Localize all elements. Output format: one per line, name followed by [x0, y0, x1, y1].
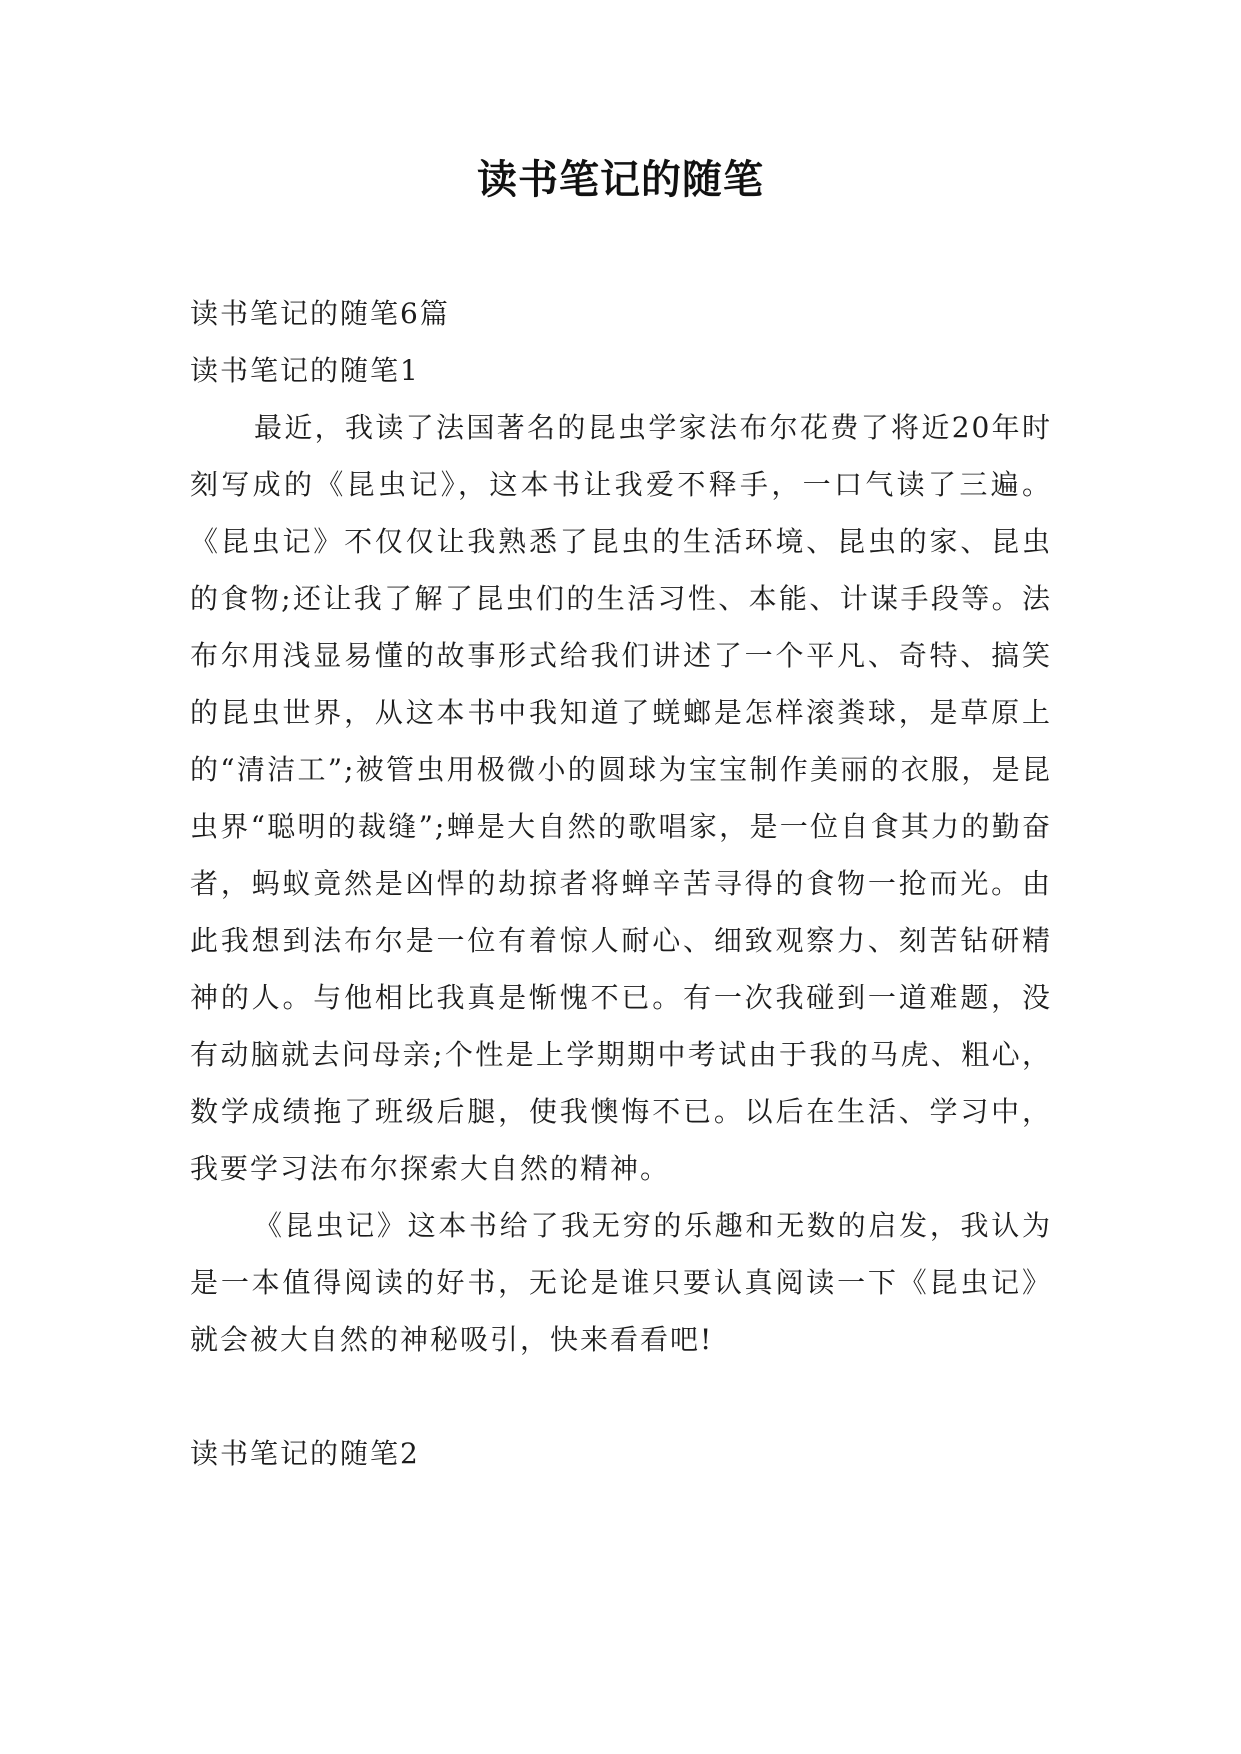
page-title: 读书笔记的随笔: [477, 156, 764, 203]
document-body: [190, 285, 1052, 1482]
document-subtitle: 读书笔记的随笔6篇: [190, 297, 450, 330]
section-1-heading: 读书笔记的随笔1: [190, 354, 420, 387]
section-2-heading: 读书笔记的随笔2: [190, 1437, 420, 1470]
section-1-paragraph-1: 最近，我读了法国著名的昆虫学家法布尔花费了将近20年时刻写成的《昆虫记》，这本书让我爱不释手，一口气读了三遍。《昆虫记》不仅仅让我熟悉了昆虫的生活环境、昆虫的家、昆虫的食物;还让我了解了昆虫们的生活习性、本能、计谋手段等。法布尔用浅显易懂的故事形式给我们讲述了一个平凡、奇特、搞笑的昆虫世界，从这本书中我知道了蜣螂是怎样滚粪球，是草原上的“清洁工”;被管虫用极微小的圆球为宝宝制作美丽的衣服，是昆虫界“聪明的裁缝”;蝉是大自然的歌唱家，是一位自食其力的勤奋者，蚂蚁竟然是凶悍的劫掠者将蝉辛苦寻得的食物一抢而光。由此我想到法布尔是一位有着惊人耐心、细致观察力、刻苦钻研精神的人。与他相比我真是惭愧不已。有一次我碰到一道难题，没有动脑就去问母亲;个性是上学期期中考试由于我的马虎、粗心，数学成绩拖了班级后腿，使我懊悔不已。以后在生活、学习中，我要学习法布尔探索大自然的精神。: [190, 411, 1052, 1185]
section-1-paragraph-2: 《昆虫记》这本书给了我无穷的乐趣和无数的启发，我认为是一本值得阅读的好书，无论是谁只要认真阅读一下《昆虫记》就会被大自然的神秘吸引，快来看看吧!: [190, 1209, 1052, 1356]
section-spacer: [190, 1368, 1052, 1425]
